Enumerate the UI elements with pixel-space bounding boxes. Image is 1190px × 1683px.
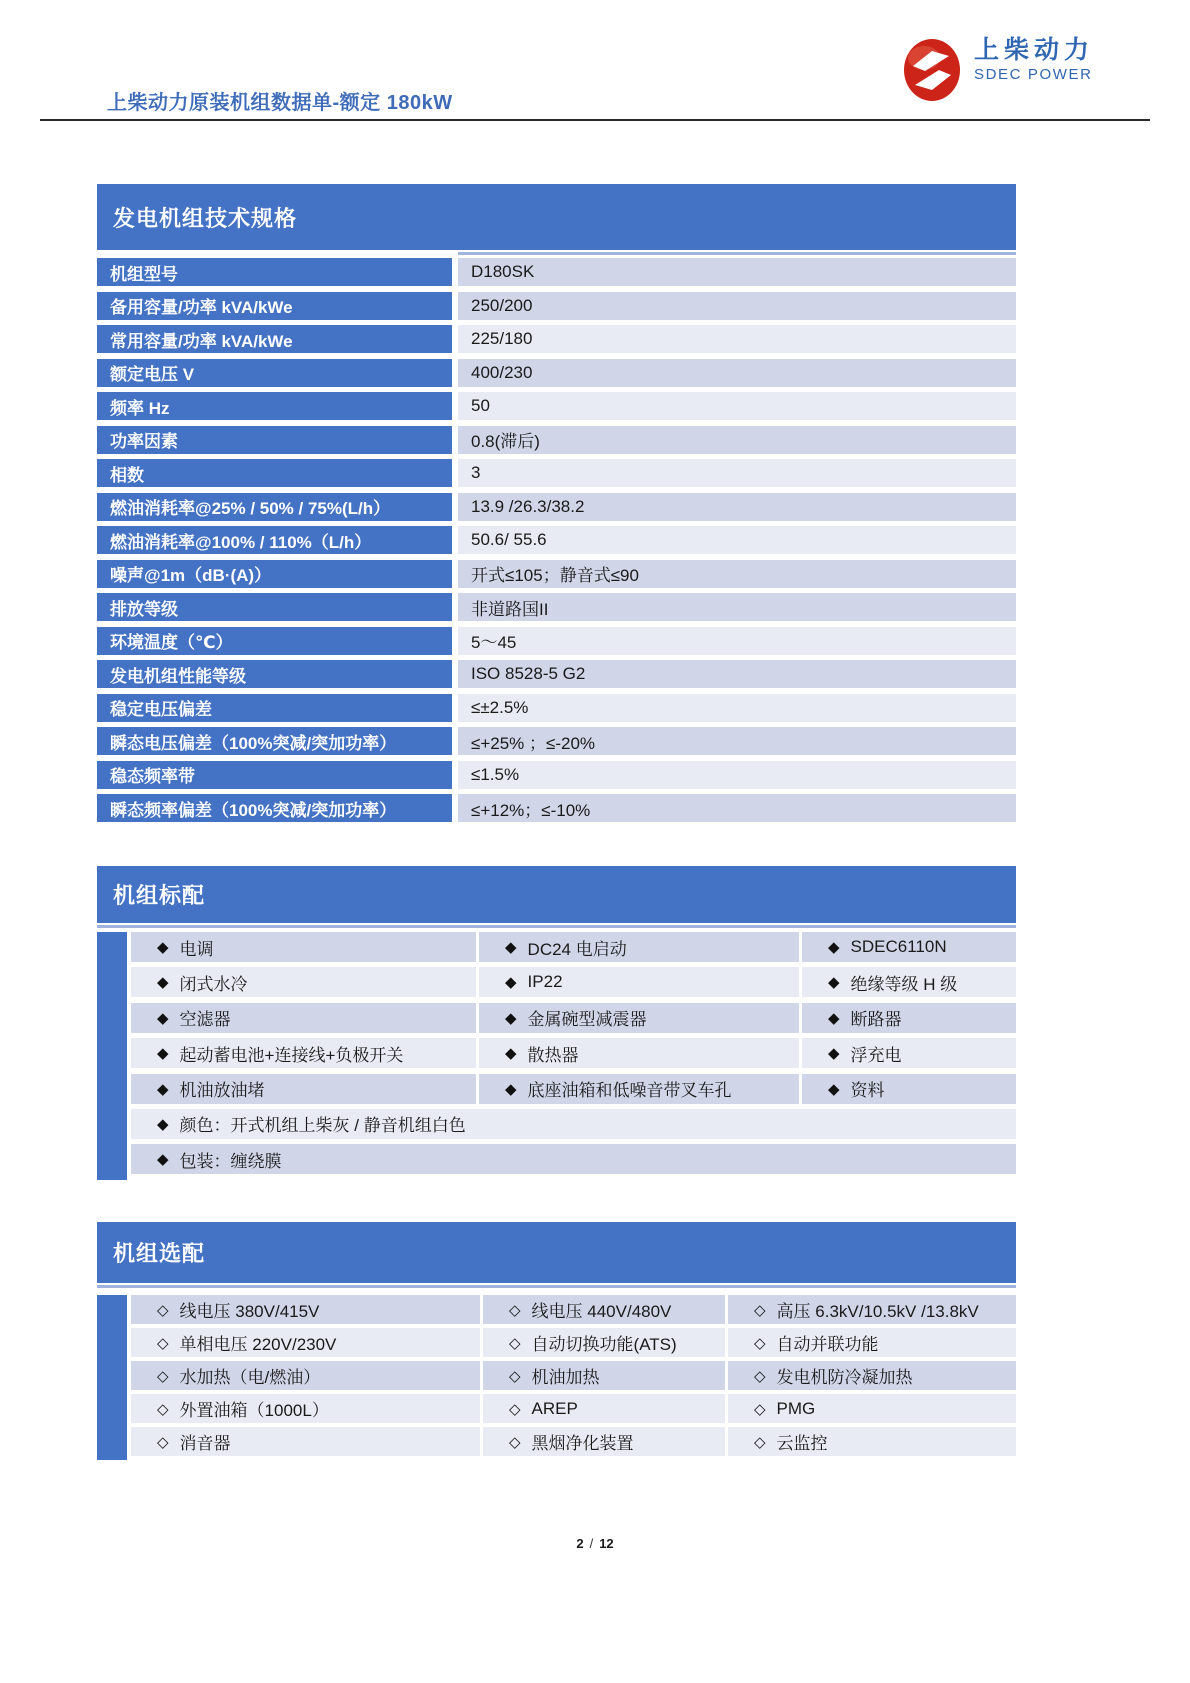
diamond-filled-icon: ◆ (157, 1115, 169, 1133)
table-row (131, 1074, 1016, 1104)
table-cell (728, 1361, 1016, 1390)
item-label: 线电压 380V/415V (179, 1302, 320, 1321)
diamond-filled-icon: ◆ (828, 1009, 840, 1027)
diamond-hollow-icon: ◇ (509, 1367, 521, 1385)
option-table (97, 1222, 1016, 1460)
item-label: 颜色：开式机组上柴灰 / 静音机组白色 (179, 1116, 466, 1136)
spec-row-label: 功率因素 (97, 426, 452, 454)
spec-row-label: 发电机组性能等级 (97, 660, 452, 688)
item-label: 单相电压 220V/230V (179, 1335, 337, 1354)
table-cell (728, 1427, 1016, 1456)
spec-row-label: 燃油消耗率@25% / 50% / 75%(L/h） (97, 493, 452, 521)
spec-row (97, 660, 1016, 688)
diamond-hollow-icon: ◇ (754, 1334, 766, 1352)
table-cell (802, 967, 1016, 997)
spec-row-label: 稳定电压偏差 (97, 694, 452, 722)
diamond-filled-icon: ◆ (828, 1080, 840, 1098)
spec-row-label: 噪声@1m（dB·(A)） (97, 560, 452, 588)
item-label: 金属碗型减震器 (527, 1010, 647, 1030)
spec-row-value: ≤+12%；≤-10% (458, 794, 1016, 822)
item-label: AREP (531, 1398, 578, 1418)
diamond-filled-icon: ◆ (505, 939, 517, 956)
diamond-hollow-icon: ◇ (754, 1400, 766, 1418)
item-label: 外置油箱（1000L） (179, 1401, 329, 1420)
spec-row-value: 13.9 /26.3/38.2 (458, 493, 1016, 521)
table-cell (131, 1295, 480, 1324)
item-label: 电调 (179, 939, 214, 959)
table-row (131, 1394, 1016, 1423)
spec-row (97, 526, 1016, 554)
table-cell (802, 1038, 1016, 1068)
header-divider (40, 119, 1150, 121)
table-cell (479, 1038, 799, 1068)
page-footer (0, 1536, 1190, 1551)
table-cell (131, 1361, 480, 1390)
diamond-hollow-icon: ◇ (509, 1301, 521, 1319)
spec-row-value: D180SK (458, 258, 1016, 286)
item-label: SDEC6110N (850, 937, 947, 956)
page-number-separator: / (589, 1536, 594, 1551)
table-cell (802, 1003, 1016, 1033)
spec-row-label: 环境温度（℃） (97, 627, 452, 655)
diamond-filled-icon: ◆ (157, 974, 169, 992)
diamond-hollow-icon: ◇ (509, 1334, 521, 1352)
spec-row-label: 瞬态频率偏差（100%突减/突加功率） (97, 794, 452, 822)
diamond-hollow-icon: ◇ (157, 1334, 169, 1352)
diamond-filled-icon: ◆ (828, 1045, 840, 1063)
diamond-filled-icon: ◆ (505, 1080, 517, 1098)
diamond-hollow-icon: ◇ (754, 1433, 766, 1451)
diamond-hollow-icon: ◇ (509, 1433, 521, 1451)
table-cell (479, 967, 799, 997)
logo-text-en: SDEC POWER (974, 66, 1093, 83)
diamond-filled-icon: ◆ (828, 974, 840, 992)
spec-row-value: 非道路国II (458, 593, 1016, 621)
spec-row (97, 426, 1016, 454)
page-number-current: 2 (576, 1536, 584, 1551)
item-label: 高压 6.3kV/10.5kV /13.8kV (776, 1302, 979, 1321)
spec-row-label: 瞬态电压偏差（100%突减/突加功率） (97, 727, 452, 755)
spec-row (97, 761, 1016, 789)
spec-row (97, 627, 1016, 655)
spec-row-label: 相数 (97, 459, 452, 487)
sdec-logo-mark (903, 38, 961, 102)
spec-row-label: 常用容量/功率 kVA/kWe (97, 325, 452, 353)
table-cell (728, 1328, 1016, 1357)
item-label: 底座油箱和低噪音带叉车孔 (527, 1081, 732, 1101)
diamond-hollow-icon: ◇ (157, 1301, 169, 1319)
standard-table (97, 866, 1016, 1180)
table-cell (131, 1144, 1016, 1174)
item-label: 自动并联功能 (776, 1335, 879, 1354)
table-row (131, 1003, 1016, 1033)
table-cell (131, 1074, 476, 1104)
spec-row-value: 3 (458, 459, 1016, 487)
item-label: IP22 (527, 972, 563, 992)
item-label: 包装：缠绕膜 (179, 1151, 282, 1171)
option-table-title: 机组选配 (97, 1222, 1016, 1283)
diamond-filled-icon: ◆ (157, 1009, 169, 1027)
spec-row (97, 258, 1016, 286)
table-cell (483, 1394, 725, 1423)
spec-row (97, 794, 1016, 822)
spec-row (97, 727, 1016, 755)
table-cell (131, 1394, 480, 1423)
item-label: 云监控 (776, 1434, 828, 1453)
spec-row (97, 359, 1016, 387)
spec-row-value: ≤1.5% (458, 761, 1016, 789)
spec-row (97, 560, 1016, 588)
diamond-hollow-icon: ◇ (509, 1400, 521, 1418)
spec-table-title: 发电机组技术规格 (97, 184, 1016, 250)
logo-text-cn: 上柴动力 (974, 36, 1095, 64)
table-cell (483, 1361, 725, 1390)
spec-table (97, 184, 1016, 828)
table-row (131, 967, 1016, 997)
item-label: 空滤器 (179, 1010, 231, 1030)
item-label: 闭式水冷 (179, 974, 248, 994)
standard-table-title: 机组标配 (97, 866, 1016, 923)
spec-row (97, 493, 1016, 521)
spec-row-value: ISO 8528-5 G2 (458, 660, 1016, 688)
spec-row-value: 225/180 (458, 325, 1016, 353)
diamond-filled-icon: ◆ (157, 1080, 169, 1098)
standard-table-head-rule (97, 923, 1016, 932)
spec-row-value: ≤+25% ；≤-20% (458, 727, 1016, 755)
sdec-logo-text (974, 38, 1094, 82)
table-cell (131, 1427, 480, 1456)
standard-table-rows (131, 932, 1016, 1180)
spec-row-value: 50 (458, 392, 1016, 420)
table-cell (483, 1427, 725, 1456)
item-label: 绝缘等级 H 级 (850, 974, 958, 994)
table-cell (479, 932, 799, 962)
table-cell (479, 1074, 799, 1104)
diamond-hollow-icon: ◇ (157, 1400, 169, 1418)
standard-table-sidebar (97, 932, 127, 1180)
spec-row-label: 额定电压 V (97, 359, 452, 387)
diamond-filled-icon: ◆ (505, 1045, 517, 1063)
table-row (131, 1361, 1016, 1390)
diamond-hollow-icon: ◇ (157, 1367, 169, 1385)
item-label: 线电压 440V/480V (531, 1302, 672, 1321)
spec-row-value: 开式≤105；静音式≤90 (458, 560, 1016, 588)
diamond-filled-icon: ◆ (157, 1045, 169, 1063)
table-cell (131, 1003, 476, 1033)
spec-row (97, 694, 1016, 722)
table-cell (728, 1295, 1016, 1324)
table-row (131, 1328, 1016, 1357)
item-label: 发电机防冷凝加热 (776, 1368, 913, 1387)
diamond-hollow-icon: ◇ (754, 1301, 766, 1319)
diamond-hollow-icon: ◇ (157, 1433, 169, 1451)
table-row (131, 1144, 1016, 1174)
table-row (131, 1295, 1016, 1324)
spec-row-label: 频率 Hz (97, 392, 452, 420)
spec-row-label: 燃油消耗率@100% / 110%（L/h） (97, 526, 452, 554)
spec-row-label: 排放等级 (97, 593, 452, 621)
sdec-logo (903, 38, 1094, 102)
item-label: 黑烟净化装置 (531, 1434, 634, 1453)
item-label: PMG (776, 1398, 816, 1418)
spec-table-rows (97, 258, 1016, 822)
item-label: 机油加热 (531, 1368, 600, 1387)
item-label: 资料 (850, 1081, 885, 1101)
item-label: 散热器 (527, 1045, 579, 1065)
spec-row-label: 备用容量/功率 kVA/kWe (97, 292, 452, 320)
table-cell (131, 1038, 476, 1068)
table-cell (802, 932, 1016, 962)
diamond-filled-icon: ◆ (157, 1151, 169, 1169)
spec-row (97, 593, 1016, 621)
item-label: 消音器 (179, 1434, 231, 1453)
spec-row (97, 292, 1016, 320)
diamond-filled-icon: ◆ (505, 974, 517, 992)
item-label: 机油放油堵 (179, 1081, 265, 1101)
item-label: DC24 电启动 (527, 939, 627, 959)
item-label: 自动切换功能(ATS) (531, 1335, 677, 1354)
table-cell (802, 1074, 1016, 1104)
table-cell (483, 1328, 725, 1357)
spec-row-value: 400/230 (458, 359, 1016, 387)
page-title: 上柴动力原装机组数据单-额定 180kW (107, 92, 453, 114)
item-label: 起动蓄电池+连接线+负极开关 (179, 1045, 404, 1065)
option-table-rows (131, 1295, 1016, 1460)
spec-row-value: 0.8(滞后) (458, 426, 1016, 454)
spec-row-value: 50.6/ 55.6 (458, 526, 1016, 554)
spec-row-value: 5～45 (458, 627, 1016, 655)
spec-row-label: 机组型号 (97, 258, 452, 286)
table-cell (131, 932, 476, 962)
table-row (131, 932, 1016, 962)
spec-table-head-rule (97, 250, 1016, 258)
spec-row (97, 325, 1016, 353)
spec-row (97, 459, 1016, 487)
spec-row-label: 稳态频率带 (97, 761, 452, 789)
page-number-total: 12 (599, 1536, 614, 1551)
spec-row-value: 250/200 (458, 292, 1016, 320)
option-table-sidebar (97, 1295, 127, 1460)
spec-row-value: ≤±2.5% (458, 694, 1016, 722)
table-cell (728, 1394, 1016, 1423)
item-label: 水加热（电/燃油） (179, 1368, 321, 1387)
table-cell (131, 1328, 480, 1357)
item-label: 断路器 (850, 1010, 902, 1030)
table-row (131, 1038, 1016, 1068)
table-row (131, 1427, 1016, 1456)
table-cell (483, 1295, 725, 1324)
diamond-filled-icon: ◆ (828, 939, 840, 956)
option-table-head-rule (97, 1283, 1016, 1295)
diamond-hollow-icon: ◇ (754, 1367, 766, 1385)
item-label: 浮充电 (850, 1045, 902, 1065)
table-cell (479, 1003, 799, 1033)
table-cell (131, 967, 476, 997)
table-cell (131, 1109, 1016, 1139)
diamond-filled-icon: ◆ (505, 1009, 517, 1027)
spec-row (97, 392, 1016, 420)
diamond-filled-icon: ◆ (157, 939, 169, 956)
table-row (131, 1109, 1016, 1139)
